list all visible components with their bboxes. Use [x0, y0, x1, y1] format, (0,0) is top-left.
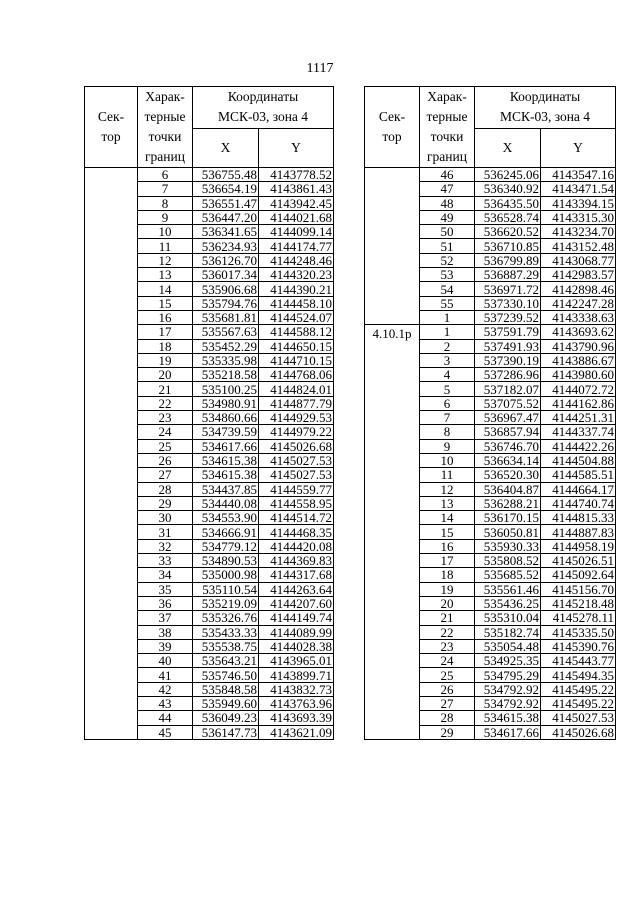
header-coords: Координаты МСК-03, зона 4	[193, 87, 334, 129]
coord-y: 4145027.53	[259, 453, 334, 467]
coord-y: 4144558.95	[259, 496, 334, 510]
point-number: 28	[420, 711, 475, 725]
coord-x: 534617.66	[475, 725, 541, 739]
coord-x: 536288.21	[475, 496, 541, 510]
coord-x: 536147.73	[193, 725, 259, 739]
coord-y: 4144710.15	[259, 353, 334, 367]
coord-x: 534779.12	[193, 539, 259, 553]
header-coords: Координаты МСК-03, зона 4	[475, 87, 616, 129]
coord-y: 4144162.86	[541, 396, 616, 410]
point-number: 27	[138, 468, 193, 482]
coord-y: 4144514.72	[259, 511, 334, 525]
coord-x: 534437.85	[193, 482, 259, 496]
coord-y: 4144824.01	[259, 382, 334, 396]
coord-x: 534890.53	[193, 554, 259, 568]
point-number: 13	[420, 496, 475, 510]
coord-x: 535100.25	[193, 382, 259, 396]
coord-y: 4144021.68	[259, 210, 334, 224]
point-number: 15	[138, 296, 193, 310]
coordinates-table-left	[84, 86, 334, 740]
coord-y: 4144468.35	[259, 525, 334, 539]
point-number: 8	[420, 425, 475, 439]
coord-y: 4143965.01	[259, 654, 334, 668]
coord-x: 535538.75	[193, 639, 259, 653]
point-number: 22	[420, 625, 475, 639]
point-number: 23	[420, 639, 475, 653]
point-number: 41	[138, 668, 193, 682]
header-sector: Сек- тор	[365, 87, 420, 168]
coord-x: 534615.38	[193, 453, 259, 467]
sector-cell: 4.10.1р	[365, 325, 420, 740]
coord-x: 535054.48	[475, 639, 541, 653]
coord-y: 4144559.77	[259, 482, 334, 496]
point-number: 5	[420, 382, 475, 396]
point-number: 39	[138, 639, 193, 653]
point-number: 24	[420, 654, 475, 668]
coord-y: 4144740.74	[541, 496, 616, 510]
coord-x: 535218.58	[193, 368, 259, 382]
point-number: 31	[138, 525, 193, 539]
point-number: 51	[420, 239, 475, 253]
coord-x: 534739.59	[193, 425, 259, 439]
coord-x: 534860.66	[193, 411, 259, 425]
point-number: 20	[420, 596, 475, 610]
point-number: 28	[138, 482, 193, 496]
point-number: 42	[138, 682, 193, 696]
point-number: 8	[138, 196, 193, 210]
point-number: 18	[420, 568, 475, 582]
coord-x: 535930.33	[475, 539, 541, 553]
coord-y: 4143778.52	[259, 168, 334, 182]
point-number: 52	[420, 253, 475, 267]
coord-y: 4144420.08	[259, 539, 334, 553]
point-number: 7	[420, 411, 475, 425]
coord-x: 536551.47	[193, 196, 259, 210]
coord-x: 537182.07	[475, 382, 541, 396]
coord-x: 536447.20	[193, 210, 259, 224]
coord-y: 4144390.21	[259, 282, 334, 296]
point-number: 35	[138, 582, 193, 596]
coord-x: 536520.30	[475, 468, 541, 482]
coord-y: 4143338.63	[541, 310, 616, 324]
coord-x: 536746.70	[475, 439, 541, 453]
coord-y: 4144317.68	[259, 568, 334, 582]
coord-y: 4145026.51	[541, 554, 616, 568]
coord-x: 537491.93	[475, 339, 541, 353]
point-number: 11	[420, 468, 475, 482]
coord-x: 535182.74	[475, 625, 541, 639]
coord-x: 536799.89	[475, 253, 541, 267]
point-number: 43	[138, 696, 193, 710]
point-number: 12	[420, 482, 475, 496]
point-number: 34	[138, 568, 193, 582]
coord-x: 534615.38	[475, 711, 541, 725]
coord-y: 4145156.70	[541, 582, 616, 596]
coord-x: 536017.34	[193, 268, 259, 282]
coord-y: 4143886.67	[541, 353, 616, 367]
point-number: 53	[420, 268, 475, 282]
point-number: 1	[420, 325, 475, 339]
coord-x: 535906.68	[193, 282, 259, 296]
coord-y: 4144207.60	[259, 596, 334, 610]
point-number: 54	[420, 282, 475, 296]
coord-x: 534792.92	[475, 682, 541, 696]
coord-y: 4143899.71	[259, 668, 334, 682]
coord-y: 4143790.96	[541, 339, 616, 353]
coord-y: 4144028.38	[259, 639, 334, 653]
coord-y: 4144458.10	[259, 296, 334, 310]
coord-y: 4143621.09	[259, 725, 334, 739]
point-number: 25	[138, 439, 193, 453]
coord-y: 4145026.68	[541, 725, 616, 739]
coord-x: 534666.91	[193, 525, 259, 539]
coord-y: 4144369.83	[259, 554, 334, 568]
point-number: 10	[138, 225, 193, 239]
coord-x: 535949.60	[193, 696, 259, 710]
table-row	[85, 168, 334, 182]
coord-y: 4143942.45	[259, 196, 334, 210]
point-number: 3	[420, 353, 475, 367]
point-number: 16	[420, 539, 475, 553]
coord-y: 4144337.74	[541, 425, 616, 439]
coord-y: 4143547.16	[541, 168, 616, 182]
point-number: 50	[420, 225, 475, 239]
coord-x: 536050.81	[475, 525, 541, 539]
coord-y: 4142247.28	[541, 296, 616, 310]
coord-y: 4144768.06	[259, 368, 334, 382]
coord-x: 536341.65	[193, 225, 259, 239]
coord-y: 4144251.31	[541, 411, 616, 425]
coord-x: 536654.19	[193, 182, 259, 196]
point-number: 32	[138, 539, 193, 553]
coord-y: 4143315.30	[541, 210, 616, 224]
coord-y: 4145390.76	[541, 639, 616, 653]
point-number: 20	[138, 368, 193, 382]
point-number: 25	[420, 668, 475, 682]
point-number: 14	[138, 282, 193, 296]
header-x: X	[193, 128, 259, 168]
coord-x: 535561.46	[475, 582, 541, 596]
coord-x: 535681.81	[193, 310, 259, 324]
coord-y: 4142983.57	[541, 268, 616, 282]
point-number: 14	[420, 511, 475, 525]
coord-y: 4145494.35	[541, 668, 616, 682]
coord-y: 4143763.96	[259, 696, 334, 710]
point-number: 21	[420, 611, 475, 625]
header-y: Y	[259, 128, 334, 168]
coord-y: 4144877.79	[259, 396, 334, 410]
coord-x: 534925.35	[475, 654, 541, 668]
coord-y: 4144174.77	[259, 239, 334, 253]
coord-y: 4145218.48	[541, 596, 616, 610]
coord-x: 535808.52	[475, 554, 541, 568]
coord-x: 534792.92	[475, 696, 541, 710]
coord-x: 537239.52	[475, 310, 541, 324]
point-number: 19	[420, 582, 475, 596]
coord-y: 4143068.77	[541, 253, 616, 267]
coord-x: 536245.06	[475, 168, 541, 182]
coord-x: 535436.25	[475, 596, 541, 610]
coord-y: 4144072.72	[541, 382, 616, 396]
coord-y: 4145335.50	[541, 625, 616, 639]
point-number: 4	[420, 368, 475, 382]
coord-y: 4145443.77	[541, 654, 616, 668]
sector-cell	[365, 168, 420, 325]
point-number: 33	[138, 554, 193, 568]
point-number: 15	[420, 525, 475, 539]
point-number: 45	[138, 725, 193, 739]
point-number: 23	[138, 411, 193, 425]
coord-x: 535310.04	[475, 611, 541, 625]
coord-x: 536404.87	[475, 482, 541, 496]
point-number: 38	[138, 625, 193, 639]
coord-x: 535848.58	[193, 682, 259, 696]
coord-x: 534615.38	[193, 468, 259, 482]
coord-x: 537286.96	[475, 368, 541, 382]
coord-y: 4144524.07	[259, 310, 334, 324]
coord-x: 536887.29	[475, 268, 541, 282]
point-number: 40	[138, 654, 193, 668]
point-number: 44	[138, 711, 193, 725]
coord-y: 4143693.39	[259, 711, 334, 725]
point-number: 29	[420, 725, 475, 739]
coord-y: 4144248.46	[259, 253, 334, 267]
point-number: 2	[420, 339, 475, 353]
point-number: 22	[138, 396, 193, 410]
coord-y: 4143394.15	[541, 196, 616, 210]
coord-y: 4144585.51	[541, 468, 616, 482]
point-number: 47	[420, 182, 475, 196]
point-number: 17	[420, 554, 475, 568]
coord-y: 4144422.26	[541, 439, 616, 453]
coord-y: 4143693.62	[541, 325, 616, 339]
point-number: 1	[420, 310, 475, 324]
coord-y: 4145026.68	[259, 439, 334, 453]
point-number: 36	[138, 596, 193, 610]
coord-y: 4144887.83	[541, 525, 616, 539]
point-number: 13	[138, 268, 193, 282]
coord-y: 4144650.15	[259, 339, 334, 353]
coord-x: 535794.76	[193, 296, 259, 310]
table-row	[365, 168, 616, 182]
coord-x: 535000.98	[193, 568, 259, 582]
coord-y: 4144099.14	[259, 225, 334, 239]
page-number: 1117	[306, 61, 334, 76]
coord-x: 535685.52	[475, 568, 541, 582]
point-number: 10	[420, 453, 475, 467]
point-number: 46	[420, 168, 475, 182]
point-number: 26	[138, 453, 193, 467]
coord-x: 534553.90	[193, 511, 259, 525]
coord-x: 536971.72	[475, 282, 541, 296]
coord-x: 536170.15	[475, 511, 541, 525]
point-number: 48	[420, 196, 475, 210]
coord-y: 4145027.53	[541, 711, 616, 725]
coord-x: 536710.85	[475, 239, 541, 253]
coord-x: 536340.92	[475, 182, 541, 196]
point-number: 55	[420, 296, 475, 310]
point-number: 19	[138, 353, 193, 367]
coord-y: 4145495.22	[541, 682, 616, 696]
coord-y: 4143861.43	[259, 182, 334, 196]
header-y: Y	[541, 128, 616, 168]
point-number: 26	[420, 682, 475, 696]
point-number: 29	[138, 496, 193, 510]
coord-y: 4144979.22	[259, 425, 334, 439]
coord-y: 4143234.70	[541, 225, 616, 239]
coord-x: 535433.33	[193, 625, 259, 639]
coord-x: 535567.63	[193, 325, 259, 339]
coord-x: 535643.21	[193, 654, 259, 668]
point-number: 37	[138, 611, 193, 625]
coord-y: 4144958.19	[541, 539, 616, 553]
header-sector: Сек- тор	[85, 87, 138, 168]
sector-cell	[85, 168, 138, 740]
point-number: 12	[138, 253, 193, 267]
coord-x: 534980.91	[193, 396, 259, 410]
coord-x: 536857.94	[475, 425, 541, 439]
point-number: 17	[138, 325, 193, 339]
coord-y: 4143471.54	[541, 182, 616, 196]
coord-y: 4143152.48	[541, 239, 616, 253]
coord-y: 4144089.99	[259, 625, 334, 639]
point-number: 9	[420, 439, 475, 453]
coord-x: 535746.50	[193, 668, 259, 682]
coord-x: 536435.50	[475, 196, 541, 210]
coord-y: 4145027.53	[259, 468, 334, 482]
point-number: 24	[138, 425, 193, 439]
coord-y: 4142898.46	[541, 282, 616, 296]
coord-x: 536967.47	[475, 411, 541, 425]
coord-x: 534617.66	[193, 439, 259, 453]
coord-y: 4144588.12	[259, 325, 334, 339]
coord-x: 537390.19	[475, 353, 541, 367]
header-points: Харак- терные точки границ	[138, 87, 193, 168]
header-x: X	[475, 128, 541, 168]
point-number: 21	[138, 382, 193, 396]
coord-x: 535110.54	[193, 582, 259, 596]
point-number: 6	[420, 396, 475, 410]
point-number: 49	[420, 210, 475, 224]
point-number: 16	[138, 310, 193, 324]
coord-x: 536755.48	[193, 168, 259, 182]
coord-y: 4145278.11	[541, 611, 616, 625]
coord-x: 536528.74	[475, 210, 541, 224]
coord-y: 4144320.23	[259, 268, 334, 282]
coord-x: 535452.29	[193, 339, 259, 353]
point-number: 7	[138, 182, 193, 196]
coord-y: 4144664.17	[541, 482, 616, 496]
coord-x: 535326.76	[193, 611, 259, 625]
coord-y: 4143980.60	[541, 368, 616, 382]
coord-x: 536049.23	[193, 711, 259, 725]
coord-x: 537075.52	[475, 396, 541, 410]
coordinates-table-right	[364, 86, 616, 740]
table-row	[365, 325, 616, 339]
coord-x: 537591.79	[475, 325, 541, 339]
coord-x: 536126.70	[193, 253, 259, 267]
coord-y: 4145495.22	[541, 696, 616, 710]
point-number: 30	[138, 511, 193, 525]
coord-x: 535335.98	[193, 353, 259, 367]
point-number: 27	[420, 696, 475, 710]
coord-y: 4144149.74	[259, 611, 334, 625]
coord-x: 537330.10	[475, 296, 541, 310]
coord-y: 4143832.73	[259, 682, 334, 696]
coord-y: 4144263.64	[259, 582, 334, 596]
header-points: Харак- терные точки границ	[420, 87, 475, 168]
point-number: 9	[138, 210, 193, 224]
coord-y: 4145092.64	[541, 568, 616, 582]
coord-y: 4144929.53	[259, 411, 334, 425]
coord-x: 536620.52	[475, 225, 541, 239]
coord-x: 535219.09	[193, 596, 259, 610]
coord-x: 536634.14	[475, 453, 541, 467]
coord-y: 4144504.88	[541, 453, 616, 467]
point-number: 6	[138, 168, 193, 182]
point-number: 18	[138, 339, 193, 353]
point-number: 11	[138, 239, 193, 253]
coord-y: 4144815.33	[541, 511, 616, 525]
coord-x: 534795.29	[475, 668, 541, 682]
coord-x: 536234.93	[193, 239, 259, 253]
coord-x: 534440.08	[193, 496, 259, 510]
